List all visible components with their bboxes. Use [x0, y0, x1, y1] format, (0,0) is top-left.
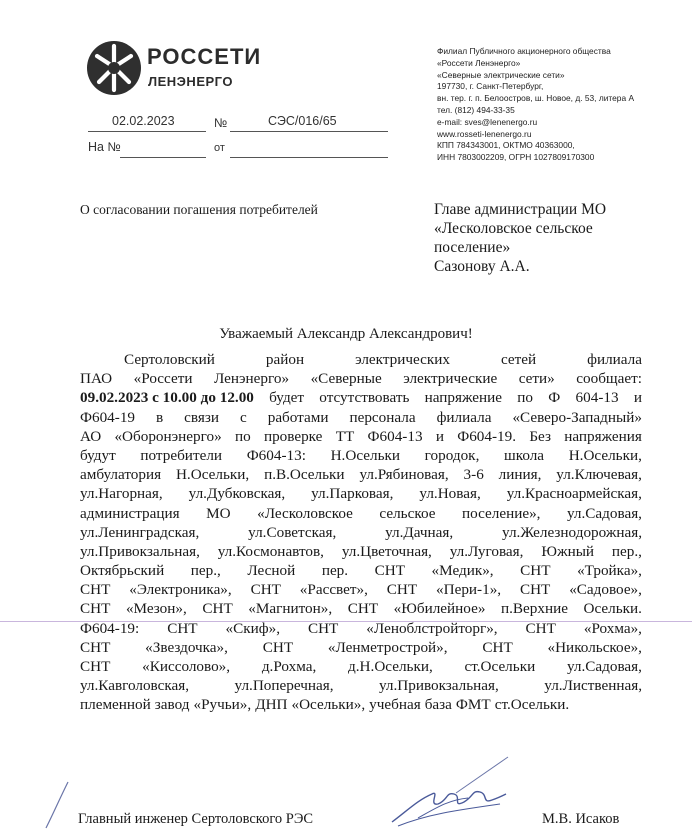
- body-line: Ф604-19 в связи с работами персонала филиала «Северо-Западный»: [80, 408, 642, 426]
- number-underline: [230, 131, 388, 132]
- pen-stroke-mark: [452, 755, 512, 795]
- body-line: СНТ «Киссолово», д.Рохма, д.Н.Осельки, ст.Осельки ул.Садовая,: [80, 658, 642, 675]
- date-underline: [88, 131, 206, 132]
- signatory-title: Главный инженер Сертоловского РЭС: [78, 811, 314, 827]
- letter-body: [80, 350, 642, 715]
- branch-info-line: 197730, г. Санкт-Петербург,: [437, 81, 544, 92]
- body-line: амбулатория Н.Осельки, п.В.Осельки ул.Рябиновая, 3-6 линия, ул.Ключевая,: [80, 466, 642, 484]
- reference-underline: [120, 157, 206, 158]
- branch-info-line: ИНН 7803002209, ОГРН 1027809170300: [437, 152, 595, 163]
- logo-wordmark-lenenergo: ЛЕНЭНЕРГО: [148, 74, 233, 89]
- body-line: АО «Оборонэнерго» по проверке ТТ Ф604-13 и Ф604-19. Без напряжения: [80, 427, 642, 445]
- body-line: Сертоловский район электрических сетей филиала: [124, 351, 642, 368]
- body-line: ул.Нагорная, ул.Дубковская, ул.Парковая, ул.Новая, ул.Красноармейская,: [80, 485, 642, 503]
- reference-label: На №: [88, 140, 121, 154]
- addressee-line: Сазонову А.А.: [434, 258, 530, 275]
- logo-wordmark-rosseti: РОССЕТИ: [147, 44, 262, 69]
- addressee-block: [434, 200, 684, 276]
- body-line: СНТ «Электроника», СНТ «Рассвет», СНТ «Пери-1», СНТ «Садовое»,: [80, 581, 642, 599]
- branch-info-line: вн. тер. г. п. Белоостров, ш. Новое, д. 53, литера А: [437, 93, 635, 104]
- from-underline: [230, 157, 388, 158]
- body-line: СНТ «Мезон», СНТ «Магнитон», СНТ «Юбилейное» п.Верхние Осельки.: [80, 600, 642, 618]
- body-line: ул.Привокзальная, ул.Космонавтов, ул.Цветочная, ул.Луговая, Южный пер.,: [80, 542, 642, 560]
- rosseti-logo-icon: [86, 40, 142, 96]
- branch-info: [437, 46, 687, 164]
- number-label: №: [214, 116, 228, 130]
- body-line: племенной завод «Ручьи», ДНП «Осельки», учебная база ФМТ ст.Осельки.: [80, 696, 570, 714]
- addressee-line: Главе администрации МО: [434, 201, 607, 218]
- pen-stroke-mark: [40, 780, 80, 830]
- outgoing-date: 02.02.2023: [112, 114, 175, 128]
- outgoing-number: СЭС/016/65: [268, 114, 337, 128]
- branch-info-line: КПП 784343001, ОКТМО 40363000,: [437, 140, 575, 151]
- letter-subject: О согласовании погашения потребителей: [80, 202, 318, 217]
- salutation: Уважаемый Александр Александрович!: [219, 326, 473, 342]
- body-line: администрация МО «Лесколовское сельское поселение», ул.Садовая,: [80, 504, 642, 522]
- branch-info-line: тел. (812) 494-33-35: [437, 104, 515, 115]
- body-line: Ф604-19: СНТ «Скиф», СНТ «Ленoблстройторг», СНТ «Рохма»,: [80, 619, 642, 637]
- addressee-line: поселение»: [434, 239, 511, 256]
- branch-info-line: «Россети Ленэнерго»: [437, 57, 521, 68]
- outage-time-highlight: 09.02.2023 с 10.00 до 12.00: [80, 389, 254, 407]
- body-line: ПАО «Россети Ленэнерго» «Северные электрические сети» сообщает:: [80, 370, 642, 388]
- body-line: СНТ «Звездочка», СНТ «Ленметрострой», СНТ «Никольское»,: [80, 638, 642, 656]
- body-line: Октябрьский пер., Лесной пер. СНТ «Медик», СНТ «Тройка»,: [80, 562, 642, 580]
- signatory-name: М.В. Исаков: [542, 811, 620, 827]
- branch-info-line: «Северные электрические сети»: [437, 69, 565, 80]
- branch-info-line: www.rosseti-lenenergo.ru: [437, 128, 532, 139]
- branch-info-line: Филиал Публичного акционерного общества: [437, 46, 611, 56]
- body-line: ул.Кавголовская, ул.Поперечная, ул.Привокзальная, ул.Лиственная,: [80, 677, 642, 695]
- branch-info-line: e-mail: sves@lenenergo.ru: [437, 116, 538, 127]
- from-label: от: [214, 142, 225, 154]
- body-line: будут потребители Ф604-13: Н.Осельки городок, школа Н.Осельки,: [80, 446, 642, 464]
- scan-fold-line: [0, 621, 692, 622]
- addressee-line: «Лесколовское сельское: [434, 220, 593, 237]
- body-line: ул.Ленинградская, ул.Советская, ул.Дачная, ул.Железнодорожная,: [80, 523, 642, 541]
- body-line: 09.02.2023 с 10.00 до 12.00 будет отсутствовать напряжение по Ф 604-13 и: [80, 389, 642, 407]
